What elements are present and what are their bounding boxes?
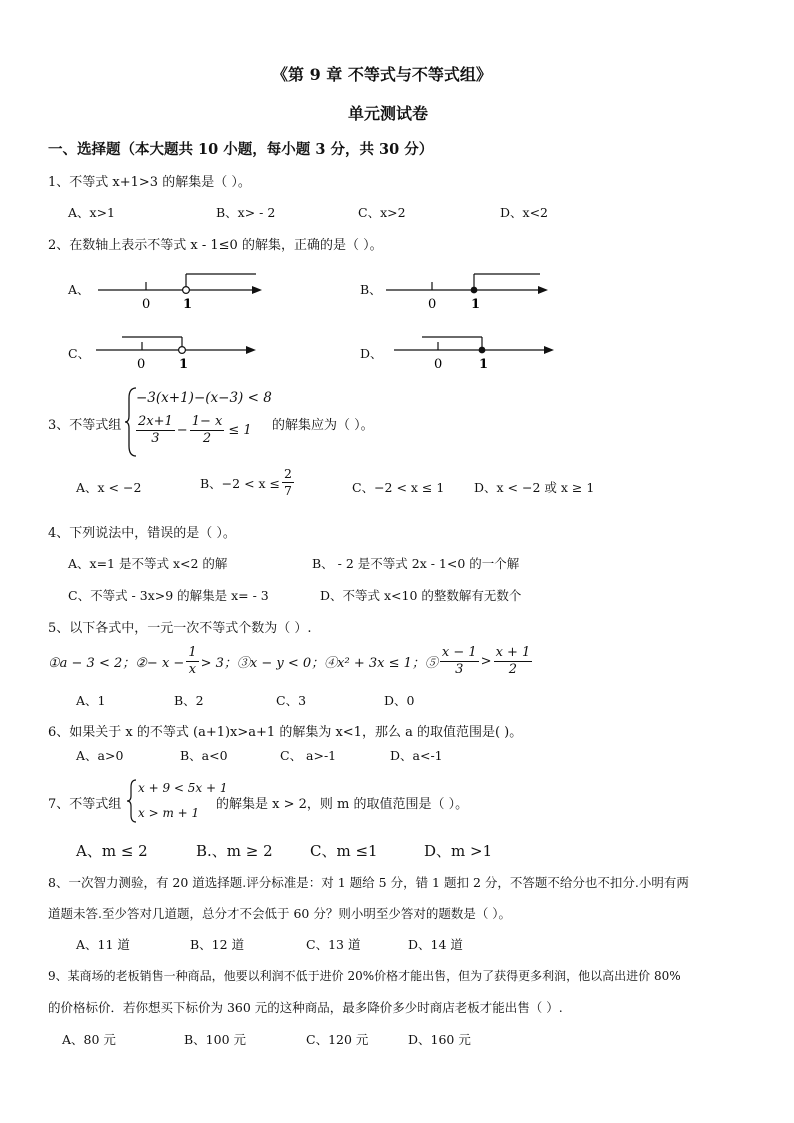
q8-option-a: A、11 道: [76, 937, 130, 952]
q2-option-a-label: A、: [68, 282, 90, 297]
q6-option-b: B、a<0: [180, 748, 228, 763]
q3-option-c: C、−2 < x ≤ 1: [352, 480, 445, 495]
q3-le-one: ≤ 1: [228, 423, 252, 438]
q4-option-d: D、不等式 x<10 的整数解有无数个: [320, 588, 522, 603]
q7-prefix: 7、不等式组: [48, 797, 122, 812]
q3-option-b: [200, 466, 296, 499]
q5-gt: >: [480, 654, 492, 669]
q6-option-a: A、a>0: [76, 748, 124, 763]
q5-option-c: C、3: [276, 693, 307, 708]
q9-option-c: C、120 元: [306, 1032, 369, 1047]
q2-b-zero-label: 0: [428, 297, 437, 312]
q8-line-2: 道题未答.至少答对几道题，总分才不会低于 60 分？则小明至少答对的题数是（ ）。: [48, 906, 512, 921]
q3-frac1-den: 3: [151, 431, 160, 446]
q9-line-2: 的价格标价．若你想买下标价为 360 元的这种商品，最多降价多少时商店老板才能出售（ ）.: [48, 1000, 563, 1015]
q3-option-a: A、x < −2: [76, 480, 142, 495]
q5-frac-b-num: x − 1: [441, 645, 477, 660]
q6-option-d: D、a<-1: [390, 748, 443, 763]
q3-prefix: 3、不等式组: [48, 418, 122, 433]
q7-inequality-2: x > m + 1: [138, 806, 200, 820]
q1-stem: 1、不等式 x+1>3 的解集是（ ）。: [48, 175, 251, 190]
q3-suffix: 的解集应为（ ）。: [272, 418, 374, 433]
q2-c-one-label: 1: [179, 357, 189, 372]
q2-number-line-d: [392, 333, 562, 381]
q8-option-d: D、14 道: [408, 937, 463, 952]
q5-frac-a-den: x: [188, 662, 197, 677]
q2-number-line-c: [94, 333, 264, 381]
q6-option-c: C、 a>-1: [280, 748, 337, 763]
q5-expr-part1: ①a − 3 < 2；②− x −: [48, 656, 185, 671]
q7-option-c: C、m ≤1: [310, 842, 378, 860]
q8-option-b: B、12 道: [190, 937, 245, 952]
q1-option-d: D、x<2: [500, 205, 548, 220]
q2-number-line-a: [96, 270, 266, 318]
q5-option-d: D、0: [384, 693, 415, 708]
q2-b-one-label: 1: [471, 297, 481, 312]
q2-d-zero-label: 0: [434, 357, 443, 372]
q3-frac1-num: 2x+1: [138, 414, 173, 429]
q4-option-c: C、不等式 - 3x>9 的解集是 x= - 3: [68, 588, 269, 603]
q5-frac-b-den: 3: [455, 662, 464, 677]
q5-frac-c-num: x + 1: [495, 645, 531, 660]
q7-option-d: D、m >1: [424, 842, 493, 860]
q7-brace: [126, 778, 138, 824]
q2-a-zero-label: 0: [142, 297, 151, 312]
q5-expressions: [48, 645, 534, 678]
q6-stem: 6、如果关于 x 的不等式 (a+1)x>a+1 的解集为 x<1，那么 a 的取值范围是( )。: [48, 725, 523, 740]
q9-option-b: B、100 元: [184, 1032, 247, 1047]
page-subtitle: 单元测试卷: [348, 104, 429, 123]
q2-stem: 2、在数轴上表示不等式 x - 1≤0 的解集，正确的是（ ）。: [48, 238, 383, 253]
q3-frac2-num: 1− x: [191, 414, 223, 429]
q7-option-b: B.、m ≥ 2: [196, 842, 273, 860]
q8-line-1: 8、一次智力测验，有 20 道选择题.评分标准是：对 1 题给 5 分，错 1 题扣 2 分，不答题不给分也不扣分.小明有两: [48, 875, 689, 890]
q9-option-a: A、80 元: [62, 1032, 116, 1047]
q9-line-1: 9、某商场的老板销售一种商品，他要以利润不低于进价 20%价格才能出售，但为了获得更多利润，他以高出进价 80%: [48, 969, 681, 983]
q5-frac-a-num: 1: [188, 645, 197, 660]
q7-suffix: 的解集是 x > 2，则 m 的取值范围是（ ）。: [216, 797, 469, 812]
q4-option-a: A、x=1 是不等式 x<2 的解: [68, 556, 228, 571]
q2-a-one-label: 1: [183, 297, 193, 312]
q1-option-b: B、x> - 2: [216, 205, 276, 220]
page-title: 《第 9 章 不等式与不等式组》: [272, 65, 492, 84]
q3-option-b-den: 7: [284, 483, 292, 498]
q2-option-d-label: D、: [360, 346, 383, 361]
q3-minus: −: [176, 423, 188, 438]
section-heading: 一、选择题（本大题共 10 小题，每小题 3 分，共 30 分）: [48, 141, 434, 158]
q3-option-b-num: 2: [284, 466, 292, 481]
q1-option-c: C、x>2: [358, 205, 406, 220]
q2-number-line-b: [384, 270, 554, 318]
q5-stem: 5、以下各式中，一元一次不等式个数为（ ）.: [48, 621, 312, 636]
q9-option-d: D、160 元: [408, 1032, 471, 1047]
q7-inequality-1: x + 9 < 5x + 1: [138, 781, 228, 795]
q3-option-b-text: B、−2 < x ≤: [200, 475, 281, 491]
q7-option-a: A、m ≤ 2: [76, 842, 148, 860]
q2-c-zero-label: 0: [137, 357, 146, 372]
q5-frac-c-den: 2: [508, 662, 518, 677]
q3-inequality-2: [134, 414, 252, 447]
q4-stem: 4、下列说法中，错误的是（ ）。: [48, 526, 236, 541]
q3-inequality-1: −3(x+1)−(x−3) < 8: [136, 390, 272, 406]
q2-d-one-label: 1: [479, 357, 489, 372]
q8-option-c: C、13 道: [306, 937, 361, 952]
q5-expr-part2: > 3；③x − y < 0；④x² + 3x ≤ 1；⑤: [200, 656, 438, 671]
q5-option-a: A、1: [76, 693, 106, 708]
q3-option-d: D、x < −2 或 x ≥ 1: [474, 480, 595, 495]
q5-option-b: B、2: [174, 693, 204, 708]
q2-option-c-label: C、: [68, 346, 91, 361]
q1-option-a: A、x>1: [68, 205, 116, 220]
q3-frac2-den: 2: [202, 431, 212, 446]
q2-option-b-label: B、: [360, 282, 382, 297]
q4-option-b: B、 - 2 是不等式 2x - 1<0 的一个解: [312, 556, 520, 571]
